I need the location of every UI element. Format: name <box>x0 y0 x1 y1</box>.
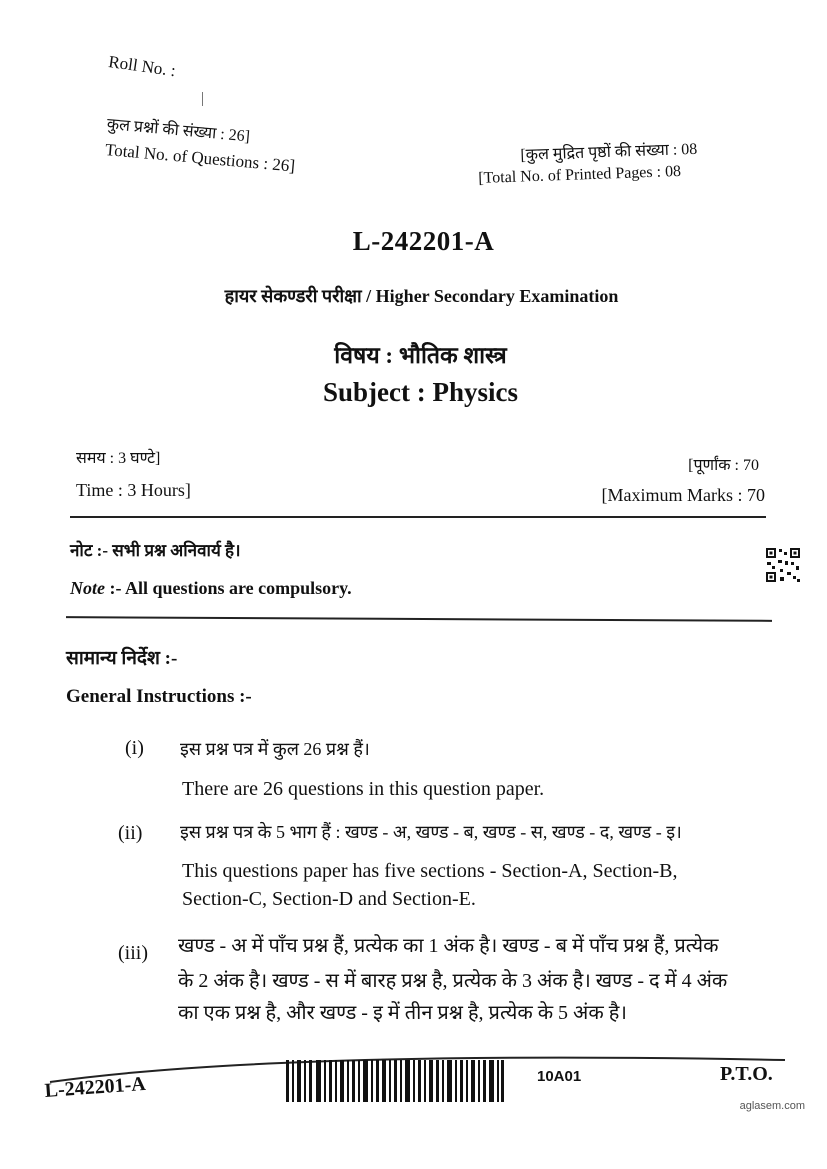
subject-english: Subject : Physics <box>323 377 518 407</box>
sheet-number: 10A01 <box>537 1068 582 1085</box>
note-label: Note <box>70 578 105 598</box>
max-marks-english: [Maximum Marks : 70 <box>601 485 765 505</box>
max-marks-hindi: [पूर्णांक : 70 <box>688 457 759 474</box>
general-instructions-heading-hindi: सामान्य निर्देश :- <box>66 648 178 669</box>
subject-hindi: विषय : भौतिक शास्त्र <box>334 343 507 368</box>
divider <box>70 516 766 518</box>
general-instructions-heading-english: General Instructions :- <box>66 686 252 707</box>
note-text: :- All questions are compulsory. <box>105 578 352 598</box>
instruction-number: (i) <box>125 737 144 759</box>
roll-no-label: Roll No. : <box>107 52 177 81</box>
pto-label: P.T.O. <box>720 1063 773 1085</box>
instruction-3-hindi-line-2: के 2 अंक है। खण्ड - स में बारह प्रश्न है, प्रत्येक के 3 अंक है। खण्ड - द में 4 अंक <box>178 970 728 992</box>
instruction-3-hindi-line-3: का एक प्रश्न है, और खण्ड - इ में तीन प्रश्न है, प्रत्येक के 5 अंक है। <box>178 1002 627 1024</box>
qr-code-icon <box>765 547 801 583</box>
exam-title: हायर सेकण्डरी परीक्षा / Higher Secondary Examination <box>224 286 619 306</box>
total-questions-english: Total No. of Questions : 26] <box>104 140 296 176</box>
printed-pages-english: [Total No. of Printed Pages : 08 <box>478 162 682 187</box>
instruction-number: (ii) <box>118 822 143 844</box>
printed-pages-hindi: [कुल मुद्रित पृष्ठों की संख्या : 08 <box>520 140 698 164</box>
instruction-3-hindi-line-1: खण्ड - अ में पाँच प्रश्न हैं, प्रत्येक का 1 अंक है। खण्ड - ब में पाँच प्रश्न हैं, प्रत्येक <box>178 935 719 957</box>
roll-no-field <box>202 92 203 106</box>
watermark: aglasem.com <box>739 1100 805 1112</box>
time-english: Time : 3 Hours] <box>76 480 191 500</box>
instruction-1-hindi: इस प्रश्न पत्र में कुल 26 प्रश्न हैं। <box>180 739 370 759</box>
instruction-2-english-line-1: This questions paper has five sections - Section-A, Section-B, <box>182 860 678 882</box>
barcode-icon <box>286 1060 504 1102</box>
note-hindi: नोट :- सभी प्रश्न अनिवार्य है। <box>70 541 241 560</box>
instruction-2-hindi: इस प्रश्न पत्र के 5 भाग हैं : खण्ड - अ, खण्ड - ब, खण्ड - स, खण्ड - द, खण्ड - इ। <box>180 822 682 842</box>
instruction-1-english: There are 26 questions in this question paper. <box>182 778 545 800</box>
time-hindi: समय : 3 घण्टे] <box>76 450 161 467</box>
total-questions-hindi: कुल प्रश्नों की संख्या : 26] <box>106 115 251 146</box>
footer-paper-code: L-242201-A <box>44 1072 147 1102</box>
note-english <box>70 578 352 599</box>
instruction-number: (iii) <box>118 942 148 964</box>
divider <box>66 616 772 622</box>
instruction-2-english-line-2: Section-C, Section-D and Section-E. <box>182 888 476 910</box>
paper-code: L-242201-A <box>352 226 495 256</box>
